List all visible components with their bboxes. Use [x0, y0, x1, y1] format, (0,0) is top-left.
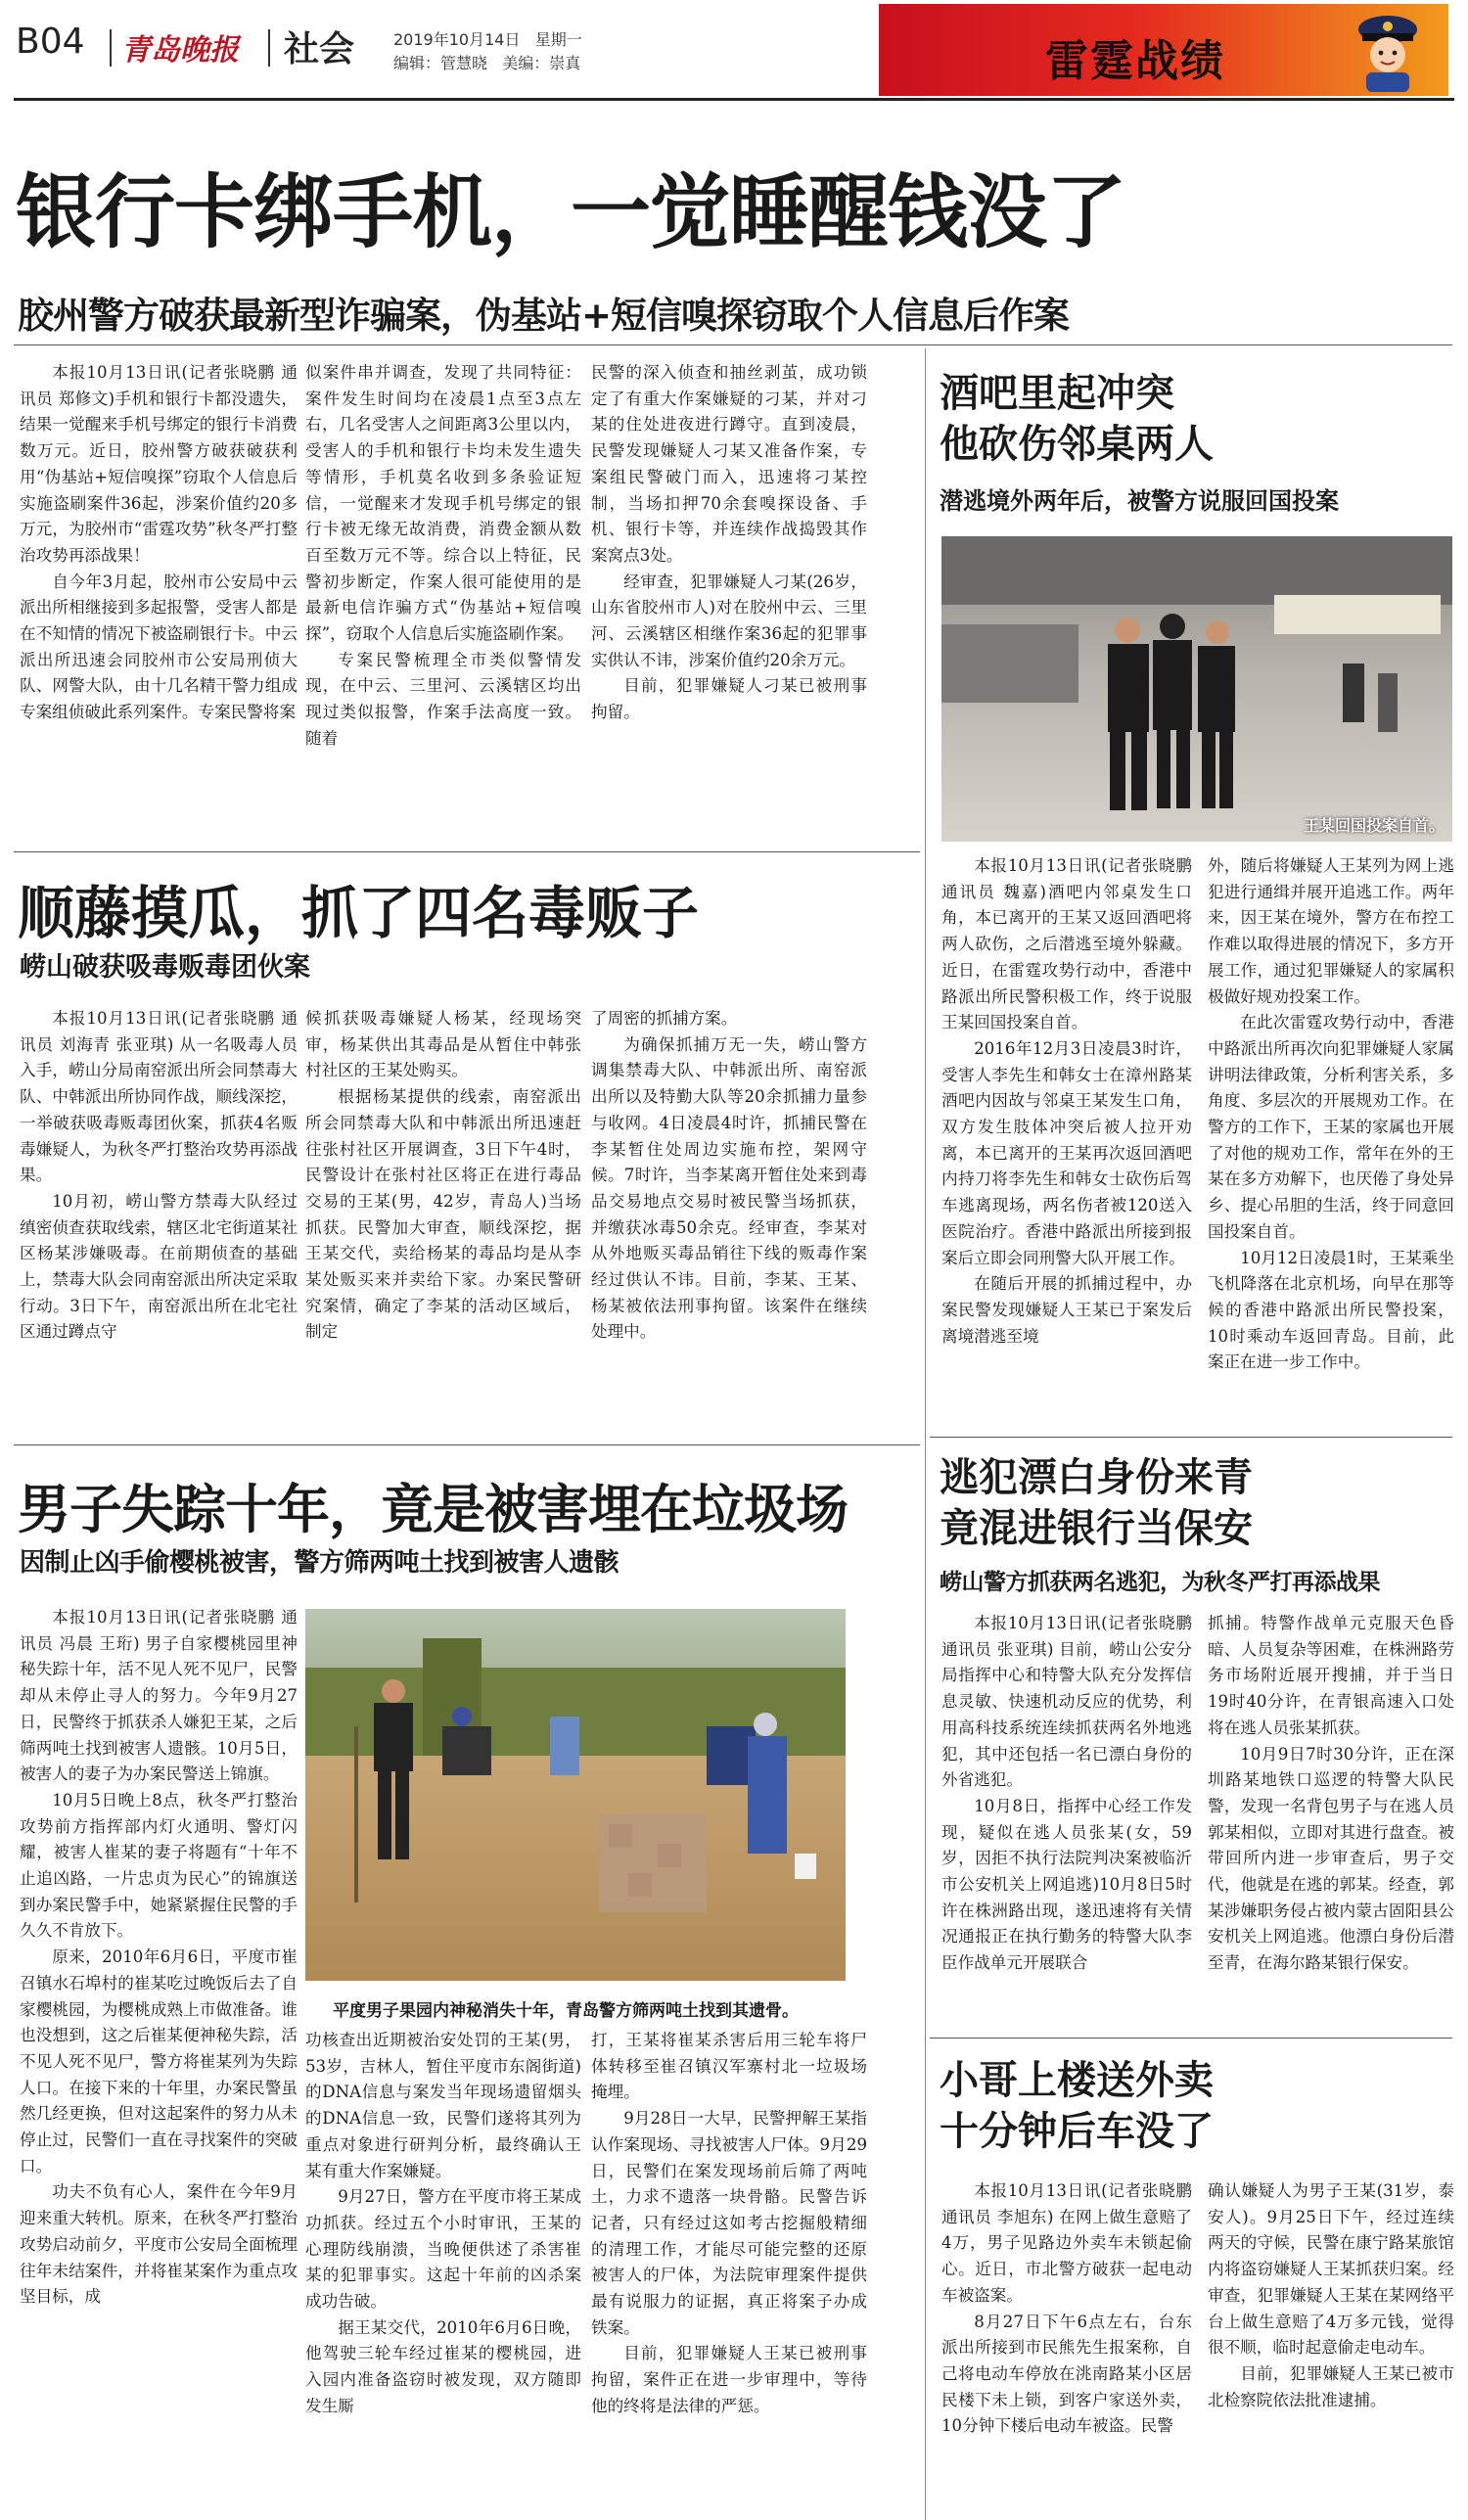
- story4-photo: [941, 536, 1452, 842]
- story4-paragraph: 外，随后将嫌疑人王某列为网上逃犯进行通缉并展开追逃工作。两年来，因王某在境外，警方在布控工作难以取得进展的情况下，多方开展工作，通过犯罪嫌疑人的家属积极做好规劝投案工作。: [1208, 856, 1454, 1006]
- story5-headline-line2: 竟混进银行当保安: [940, 1506, 1253, 1551]
- story6-paragraph: 确认嫌疑人为男子王某(31岁，泰安人)。9月25日下午，经过连续两天的守候，民警在康宁路某旅馆内将盗窃嫌疑人王某抓获归案。经审查，犯罪嫌疑人王某在某网络平台上做生意赔了4万多元钱，觉得很不顺，临时起意偷走电动车。: [1208, 2181, 1454, 2358]
- page-number: B04: [16, 22, 85, 62]
- story3-column-1: [20, 1605, 298, 2311]
- story4-paragraph: 在随后开展的抓捕过程中，办案民警发现嫌疑人王某已于案发后离境潜逃至境: [941, 1274, 1192, 1346]
- story6-headline-line2: 十分钟后车没了: [940, 2109, 1214, 2154]
- story1-paragraph: 自今年3月起，胶州市公安局中云派出所相继接到多起报警，受害人都是在不知情的情况下被盗刷银行卡。中云派出所迅速会同胶州市公安局刑侦大队、网警大队，由十几名精干警力组成专案组侦破此系列案件。专案民警将案: [20, 572, 298, 722]
- story4-headline-line1: 酒吧里起冲突: [940, 371, 1174, 416]
- story3-paragraph: 9月28日一大早，民警押解王某指认作案现场、寻找被害人尸体。9月29日，民警们在案发现场前后筛了两吨土，力求不遗落一块骨骼。民警告诉记者，只有经过这如考古挖掘般精细的清理工作，才能尽可能完整的还原被害人的尸体，为法院审理案件提供最有说服力的证据，真正将案子办成铁案。: [591, 2109, 867, 2337]
- story2-paragraph: 了周密的抓捕方案。: [591, 1009, 738, 1028]
- story5-subhead: 崂山警方抓获两名逃犯，为秋冬严打再添战果: [940, 1570, 1380, 1595]
- story2-paragraph: 候抓获吸毒嫌疑人杨某，经现场突审，杨某供出其毒品是从暂住中韩张村社区的王某处购买。: [305, 1009, 581, 1080]
- story5-headline-line1: 逃犯漂白身份来青: [940, 1455, 1253, 1500]
- column-divider: [925, 348, 926, 2520]
- story6-column-1: [941, 2178, 1192, 2440]
- story2-column-2: [305, 1006, 581, 1346]
- banner-title: 雷霆战绩: [1045, 36, 1225, 86]
- story6-rule: [930, 2038, 1452, 2039]
- story4-column-1: [941, 853, 1192, 1350]
- story5-headline: [940, 1452, 1253, 1554]
- story3-paragraph: 功夫不负有心人，案件在今年9月迎来重大转机。原来，在秋冬严打整治攻势启动前夕，平度市公安局全面梳理往年未结案件，并将崔某案作为重点攻坚目标，成: [20, 2182, 298, 2307]
- story3-paragraph: 10月5日晚上8点，秋冬严打整治攻势前方指挥部内灯火通明、警灯闪耀，被害人崔某的妻子将题有“十年不止追凶路，一片忠贞为民心”的锦旗送到办案民警手中，她紧紧握住民警的手久久不肯放下。: [20, 1790, 298, 1941]
- issue-date: 2019年10月14日 星期一: [393, 30, 582, 49]
- story4-headline-line2: 他砍伤邻桌两人: [940, 422, 1214, 467]
- story2-column-1: [20, 1006, 298, 1346]
- story1-column-3: [591, 360, 867, 726]
- story1-paragraph: 民警的深入侦查和抽丝剥茧，成功锁定了有重大作案嫌疑的刁某，并对刁某的住处进夜进行蹲守。直到凌晨，民警发现嫌疑人刁某又准备作案，专案组民警破门而入，迅速将刁某控制，当场扣押70余套嗅探设备、手机、银行卡等，并连续作战捣毁其作案窝点3处。: [591, 363, 867, 565]
- story5-paragraph: 抓捕。特警作战单元克服天色昏暗、人员复杂等困难，在株洲路劳务市场附近展开搜捕，并于当日19时40分许，在青银高速入口处将在逃人员张某抓获。: [1208, 1614, 1454, 1737]
- story4-paragraph: 在此次雷霆攻势行动中，香港中路派出所再次向犯罪嫌疑人家属讲明法律政策，分析利害关系，多角度、多层次的开展规劝工作。在警方的工作下，王某的家属也开展了对他的规劝工作，常年在外的王某在多方劝解下，也厌倦了身处异乡、提心吊胆的生活，终于同意回国投案自首。: [1208, 1013, 1454, 1241]
- story1-paragraph: 似案件串并调查，发现了共同特征：案件发生时间均在凌晨1点至3点左右，几名受害人之间距离3公里以内，受害人的手机和银行卡均未发生遗失等情形，手机莫名收到多条验证短信，一觉醒来才发现手机号绑定的银行卡被无缘无故消费，消费金额从数百至数万元不等。综合以上特征，民警初步断定，作案人很可能使用的是最新电信诈骗方式“伪基站+短信嗅探”，窃取个人信息后实施盗刷作案。: [305, 363, 581, 644]
- editor-credit: 编辑：管慧晓 美编：崇真: [393, 54, 581, 72]
- story1-paragraph: 本报10月13日讯(记者张晓鹏 通讯员 郑修文)手机和银行卡都没遗失，结果一觉醒来手机号绑定的银行卡消费数万元。近日，胶州警方破获破获利用“伪基站+短信嗅探”窃取个人信息后实施盗刷案件36起，涉案价值约20多万元，为胶州市“雷霆攻势”秋冬严打整治攻势再添战果！: [20, 363, 298, 565]
- story3-column-3: [591, 2028, 867, 2420]
- masthead-divider: [268, 29, 270, 67]
- story4-caption: 王某回国投案自首。: [1303, 816, 1445, 835]
- story3-paragraph: 9月27日，警方在平度市将王某成功抓获。经过五个小时审讯，王某的心理防线崩溃，当晚便供述了杀害崔某的犯罪事实。这起十年前的凶杀案成功告破。: [305, 2187, 581, 2312]
- story1-paragraph: 经审查，犯罪嫌疑人刁某(26岁，山东省胶州市人)对在胶州中云、三里河、云溪辖区相继作案36起的犯罪事实供认不讳，涉案价值约20余万元。: [591, 572, 867, 669]
- paper-logo: 青岛晚报: [121, 33, 239, 68]
- story6-headline: [940, 2055, 1214, 2157]
- campaign-banner: [879, 4, 1448, 96]
- story2-rule: [14, 851, 920, 852]
- story2-paragraph: 为确保抓捕万无一失，崂山警方调集禁毒大队、中韩派出所、南窑派出所以及特勤大队等20余抓捕力量参与收网。4日凌晨4时许，抓捕民警在李某暂住处周边实施布控，架网守候。7时许，当李某离开暂住处来到毒品交易地点交易时被民警当场抓获，并缴获冰毒50余克。经审查，李某对从外地贩买毒品销往下线的贩毒作案经过供认不讳。目前，李某、王某、杨某被依法刑事拘留。该案件在继续处理中。: [591, 1034, 867, 1342]
- story1-subhead: 胶州警方破获最新型诈骗案，伪基站+短信嗅探窃取个人信息后作案: [18, 295, 1070, 337]
- story2-paragraph: 根据杨某提供的线索，南窑派出所会同禁毒大队和中韩派出所迅速赶往张村社区开展调查，3日下午4时，民警设计在张村社区将正在进行毒品交易的王某(男，42岁，青岛人)当场抓获。民警加大审查，顺线深挖，据王某交代，卖给杨某的毒品均是从李某处贩买来并卖给下家。办案民警研究案情，确定了李某的活动区域后，制定: [305, 1087, 581, 1342]
- story3-paragraph: 原来，2010年6月6日，平度市崔召镇水石埠村的崔某吃过晚饭后去了自家樱桃园，为樱桃成熟上市做准备。谁也没想到，这之后崔某便神秘失踪，活不见人死不见尸，警方将崔某列为失踪人口。在接下来的十年里，办案民警虽然几经更换，但对这起案件的努力从未停止过，民警们一直在寻找案件的突破口。: [20, 1947, 298, 2176]
- story1-headline: 银行卡绑手机，一觉睡醒钱没了: [16, 166, 1126, 259]
- section-name: 社会: [284, 29, 355, 69]
- masthead-divider: [110, 29, 112, 67]
- story3-paragraph: 打，王某将崔某杀害后用三轮车将尸体转移至崔召镇汉军寨村北一垃圾场掩埋。: [591, 2031, 867, 2102]
- story1-column-1: [20, 360, 298, 726]
- story6-column-2: [1208, 2178, 1454, 2413]
- story3-paragraph: 本报10月13日讯(记者张晓鹏 通讯员 冯晨 王珩) 男子自家樱桃园里神秘失踪十年，活不见人死不见尸，民警却从未停止寻人的努力。今年9月27日，民警终于抓获杀人嫌犯王某，之后筛两吨土找到被害人遗骸。10月5日，被害人的妻子为办案民警送上锦旗。: [20, 1608, 298, 1784]
- story3-rule: [14, 1444, 920, 1445]
- story2-paragraph: 10月初，崂山警方禁毒大队经过缜密侦查获取线索，辖区北宅街道某社区杨某涉嫌吸毒。在前期侦查的基础上，禁毒大队会同南窑派出所决定采取行动。3日下午，南窑派出所在北宅社区通过蹲点守: [20, 1191, 298, 1342]
- story3-paragraph: 功核查出近期被治安处罚的王某(男，53岁，吉林人，暂住平度市东阁街道)的DNA信息与案发当年现场遗留烟头的DNA信息一致，民警们遂将其列为重点对象进行研判分析，最终确认王某有重大作案嫌疑。: [305, 2031, 581, 2180]
- story5-column-2: [1208, 1611, 1454, 1977]
- story5-column-1: [941, 1611, 1192, 1977]
- story4-paragraph: 本报10月13日讯(记者张晓鹏 通讯员 魏嘉)酒吧内邻桌发生口角，本已离开的王某又返回酒吧将两人砍伤，之后潜逃至境外躲藏。近日，在雷霆攻势行动中，香港中路派出所民警积极工作，终于说服王某回国投案自首。: [941, 856, 1192, 1032]
- story2-column-3: [591, 1006, 867, 1346]
- story2-paragraph: 本报10月13日讯(记者张晓鹏 通讯员 刘海青 张亚琪) 从一名吸毒人员入手，崂山分局南窑派出所会同禁毒大队、中韩派出所协同作战，顺线深挖，一举破获吸毒贩毒团伙案，抓获4名贩毒嫌疑人，为秋冬严打整治攻势再添战果。: [20, 1009, 298, 1185]
- story6-headline-line1: 小哥上楼送外卖: [940, 2058, 1214, 2103]
- story1-rule: [14, 344, 1452, 345]
- story3-paragraph: 据王某交代，2010年6月6日晚，他驾驶三轮车经过崔某的樱桃园，进入园内准备盗窃时被发现，双方随即发生厮: [305, 2317, 581, 2415]
- story5-rule: [930, 1437, 1452, 1438]
- masthead-rule: [14, 98, 1454, 101]
- story5-paragraph: 10月8日，指挥中心经工作发现，疑似在逃人员张某(女，59岁，因拒不执行法院判决案被临沂市公安机关上网追逃)10月8日5时许在株洲路出现，遂迅速将有关情况通报正在执行勤务的特警大队李臣作战单元开展联合: [941, 1796, 1192, 1973]
- story4-paragraph: 10月12日凌晨1时，王某乘坐飞机降落在北京机场，向早在那等候的香港中路派出所民警投案，10时乘动车返回青岛。目前，此案正在进一步工作中。: [1208, 1248, 1454, 1372]
- story5-paragraph: 10月9日7时30分许，正在深圳路某地铁口巡逻的特警大队民警，发现一名背包男子与在逃人员郭某相似，立即对其进行盘查。被带回所内进一步审查后，男子交代，他就是在逃的郭某。经查，郭某涉嫌职务侵占被内蒙古固阳县公安机关上网追逃。他漂白身份后潜至青，在海尔路某银行保安。: [1208, 1744, 1454, 1973]
- story3-headline: 男子失踪十年，竟是被害埋在垃圾场: [18, 1479, 848, 1540]
- story4-column-2: [1208, 853, 1454, 1376]
- story2-headline: 顺藤摸瓜，抓了四名毒贩子: [18, 880, 700, 946]
- story3-photo: [305, 1609, 846, 1981]
- story2-subhead: 崂山破获吸毒贩毒团伙案: [20, 952, 310, 983]
- story3-subhead: 因制止凶手偷樱桃被害，警方筛两吨土找到被害人遗骸: [20, 1548, 619, 1578]
- story1-column-2: [305, 360, 581, 753]
- story1-paragraph: 目前，犯罪嫌疑人刁某已被刑事拘留。: [591, 676, 867, 722]
- story1-paragraph: 专案民警梳理全市类似警情发现，在中云、三里河、云溪辖区均出现过类似报警，作案手法高度一致。随着: [305, 650, 581, 748]
- story6-paragraph: 8月27日下午6点左右，台东派出所接到市民熊先生报案称，自己将电动车停放在洮南路某小区居民楼下未上锁，到客户家送外卖，10分钟下楼后电动车被盗。民警: [941, 2312, 1192, 2436]
- police-mascot-icon: [1349, 10, 1427, 92]
- story5-paragraph: 本报10月13日讯(记者张晓鹏 通讯员 张亚琪) 目前，崂山公安分局指挥中心和特警大队充分发挥信息灵敏、快速机动反应的优势，利用高科技系统连续抓获两名外地逃犯，其中还包括一名已漂白身份的外省逃犯。: [941, 1614, 1192, 1790]
- story6-paragraph: 本报10月13日讯(记者张晓鹏 通讯员 李旭东) 在网上做生意赔了4万，男子见路边外卖车未锁起偷心。近日，市北警方破获一起电动车被盗案。: [941, 2181, 1192, 2305]
- story3-caption: 平度男子果园内神秘消失十年，青岛警方筛两吨土找到其遗骨。: [333, 2001, 799, 2021]
- story3-paragraph: 目前，犯罪嫌疑人王某已被刑事拘留，案件正在进一步审理中，等待他的终将是法律的严惩。: [591, 2344, 867, 2415]
- story4-subhead: 潜逃境外两年后，被警方说服回国投案: [940, 487, 1339, 515]
- story3-column-2: [305, 2028, 581, 2420]
- story6-paragraph: 目前，犯罪嫌疑人王某已被市北检察院依法批准逮捕。: [1208, 2363, 1454, 2409]
- story4-paragraph: 2016年12月3日凌晨3时许，受害人李先生和韩女士在漳州路某酒吧内因故与邻桌王某发生口角，双方发生肢体冲突后被人拉开劝离，本已离开的王某再次返回酒吧内持刀将李先生和韩女士砍伤后驾车逃离现场，两名伤者被120送入医院治疗。香港中路派出所接到报案后立即会同刑警大队开展工作。: [941, 1038, 1192, 1267]
- story4-headline: [940, 368, 1214, 470]
